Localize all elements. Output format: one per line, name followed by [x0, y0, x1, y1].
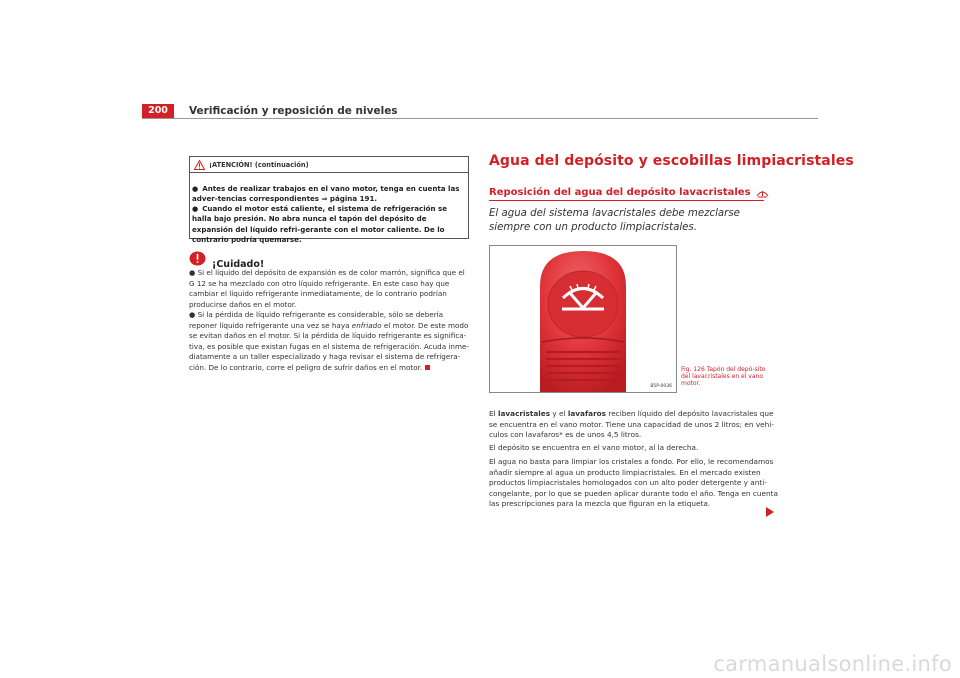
body-paragraph-3: El agua no basta para limpiar los cristales a fondo. Por ello, le recomendamos añadir siempre al agua un producto limpiacristales. En el mercado existen productos limpiacristales homologados con un alto poder detergente y anti-congelante, por lo que se pueden aplicar durante todo el año. Tenga en cuenta las prescripciones para la mezcla que figuran en la etiqueta. — [489, 457, 778, 509]
exclamation-icon — [189, 251, 206, 266]
subsection-title: Reposición del agua del depósito lavacristales — [489, 187, 751, 198]
caution-item-2-text-b: el motor. De este modo se evitan daños en el motor. Si la pérdida de líquido refrigerante es significa-tiva, es posible que existan fugas en el sistema de refrigeración. Acuda inme-diatamente a un taller especializado y haga revisar el sistema de refrigera-ción. De lo contrario, corre el peligro de sufrir daños en el motor. — [189, 320, 470, 372]
washer-cap-figure — [489, 245, 677, 393]
figure-caption: Fig. 126 Tapón del depó-sito del lavacristales en el vano motor. — [681, 366, 766, 388]
p1-bold-lavafaros: lavafaros — [567, 409, 607, 418]
warning-triangle-icon — [194, 160, 205, 170]
caution-title: ¡Cuidado! — [212, 259, 265, 270]
p1-text-a: El — [489, 409, 498, 418]
washer-fluid-icon — [756, 187, 769, 198]
section-title: Agua del depósito y escobillas limpiacristales — [489, 153, 854, 169]
body-paragraph-2: El depósito se encuentra en el vano motor, al la derecha. — [489, 443, 699, 452]
subsection-title-row — [489, 187, 769, 198]
washer-cap-illustration — [490, 246, 676, 392]
body-paragraph-1 — [489, 409, 779, 441]
lead-paragraph: El agua del sistema lavacristales debe mezclarse siempre con un producto limpiacristales. — [489, 208, 740, 233]
next-page-arrow-icon — [766, 507, 774, 517]
figure-code: B5P-0036 — [650, 384, 672, 389]
warning-item-1-text: Antes de realizar trabajos en el vano motor, tenga en cuenta las adver-tencias correspondientes ⇒ página 191. — [192, 184, 460, 204]
caution-item-2-text-a: Si la pérdida de líquido refrigerante es considerable, sólo se debería reponer líquido refrigerante una vez se haya — [189, 310, 444, 330]
p1-bold-lavacristales: lavacristales — [497, 409, 551, 418]
page-number: 200 — [142, 104, 174, 118]
end-mark — [425, 365, 430, 370]
warning-box — [189, 156, 469, 245]
p1-text-b: y el — [550, 409, 568, 418]
warning-title-row — [194, 159, 309, 171]
warning-title-divider — [190, 172, 468, 173]
header-divider — [142, 118, 818, 119]
p1-text-c: reciben líquido del depósito lavacristales que se encuentra en el vano motor. Tiene una capacidad de unos 2 litros; en vehí-culos con lavafaros* es de unos 4,5 litros. — [489, 409, 774, 440]
caution-item-1: ● Si el líquido del depósito de expansión es de color marrón, significa que el G 12 se ha mezclado con otro líquido refrigerante. En este caso hay que cambiar el líquido refrigerante inmediatamente, de lo contrario podrían producirse daños en el motor. — [189, 268, 465, 309]
watermark: carmanualsonline.info — [713, 652, 952, 676]
caution-item-2: ● Si la pérdida de líquido refrigerante es considerable, sólo se debería reponer líquido refrigerante una vez se haya enfriado el motor. De este modo se evitan daños en el motor. Si la pérdida de líquido refrigerante es significa-tiva, es posible que existan fugas en el sistema de refrigeración. Acuda inme-diatamente a un taller especializado y haga revisar el sistema de refrigera-ción. De lo contrario, corre el peligro de sufrir daños en el motor. — [189, 310, 470, 372]
page-header-title: Verificación y reposición de niveles — [189, 105, 398, 117]
warning-item-1: ● Antes de realizar trabajos en el vano motor, tenga en cuenta las adver-tencias correspondientes ⇒ página 191. — [192, 184, 460, 204]
warning-item-2: ● Cuando el motor está caliente, el sistema de refrigeración se halla bajo presión. No abra nunca el tapón del depósito de expansión del líquido refri-gerante con el motor caliente. De lo contrario podría quemarse. — [192, 204, 448, 245]
caution-item-2-italic: enfriado — [351, 320, 382, 330]
caution-heading — [189, 247, 264, 270]
warning-title: ¡ATENCIÓN! (continuación) — [209, 161, 309, 169]
warning-item-2-text: Cuando el motor está caliente, el sistema de refrigeración se halla bajo presión. No abra nunca el tapón del depósito de expansión del líquido refri-gerante con el motor caliente. De lo contrario podría quemarse. — [192, 204, 448, 245]
subsection-divider — [489, 200, 764, 201]
caution-item-1-text: Si el líquido del depósito de expansión es de color marrón, significa que el G 12 se ha mezclado con otro líquido refrigerante. En este caso hay que cambiar el líquido refrigerante inmediatamente, de lo contrario podrían producirse daños en el motor. — [189, 268, 465, 309]
